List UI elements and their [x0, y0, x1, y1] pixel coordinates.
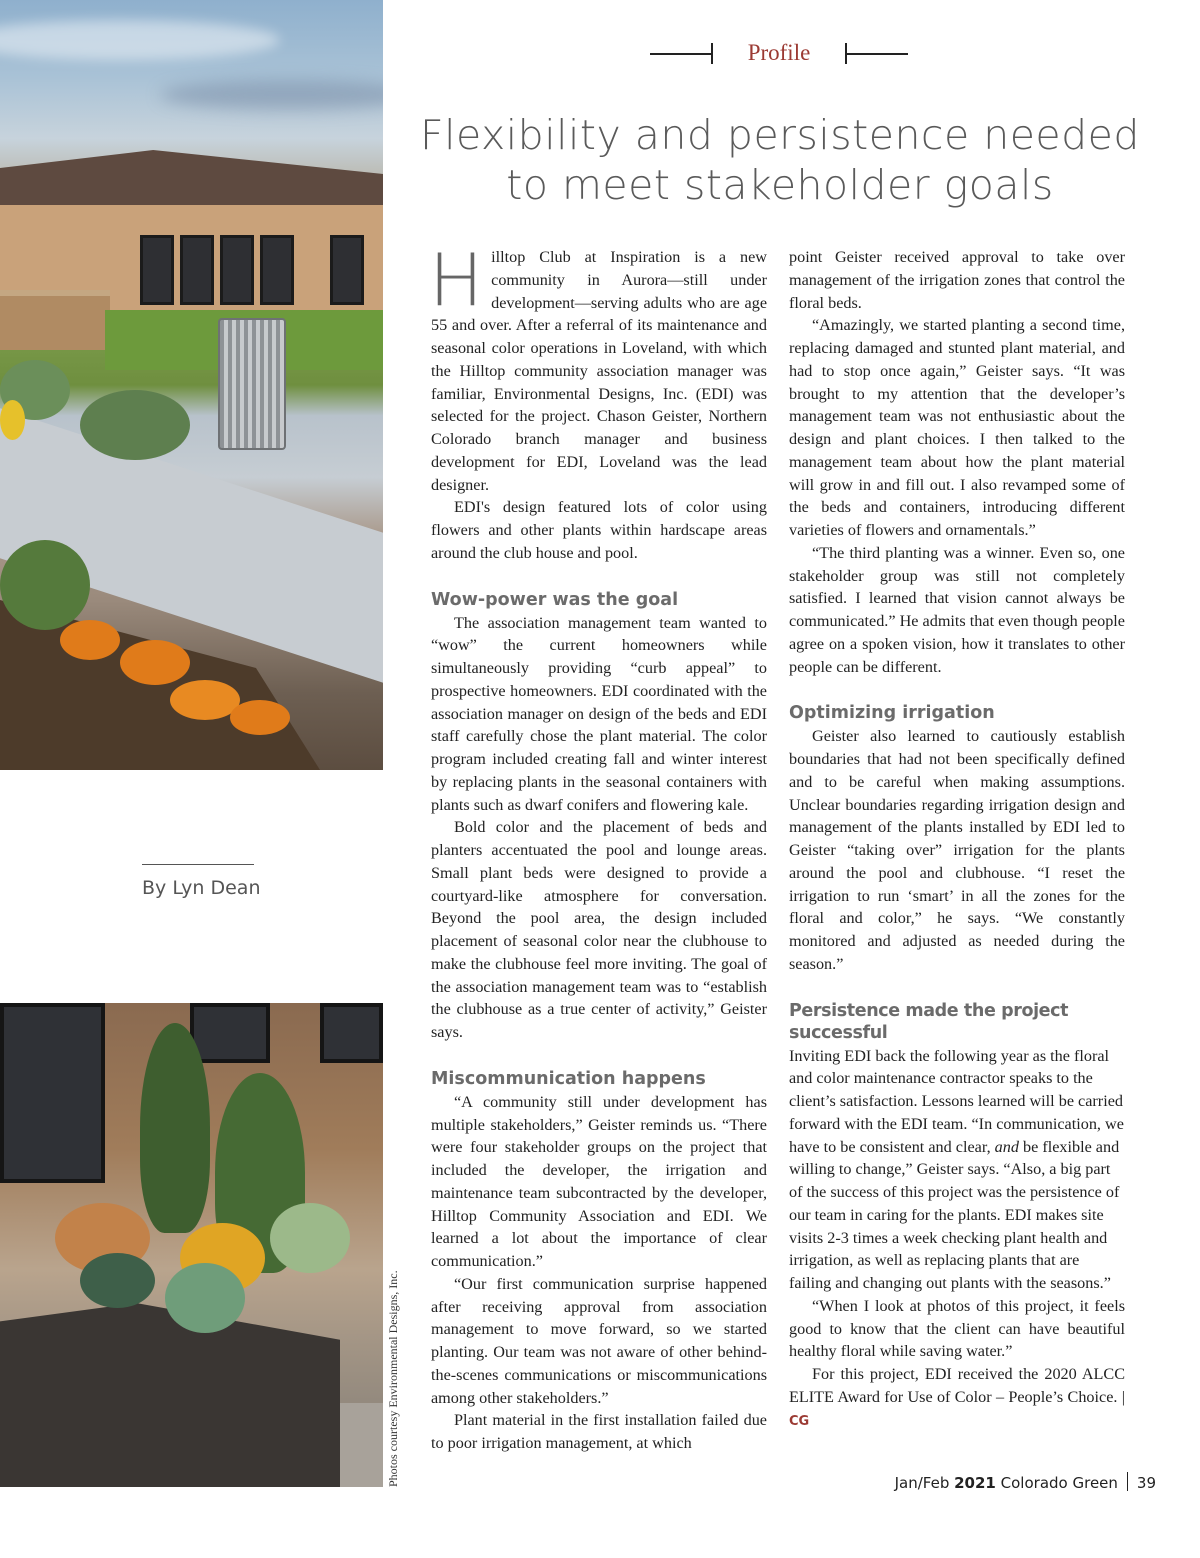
- page-number: 39: [1136, 1474, 1156, 1492]
- planter-photo: [0, 1003, 383, 1487]
- paragraph: “When I look at photos of this project, it feels good to know that the client can have beautiful healthy floral while saving water.”: [789, 1296, 1125, 1361]
- footer-magazine: Colorado Green: [1000, 1474, 1118, 1492]
- paragraph: Inviting EDI back the following year as the floral and color maintenance contractor speaks to the client’s satisfaction. Lessons learned will be carried forward with the EDI team. “In communication, we have to be consistent and clear, and be flexible and willing to change,” Geister says. “Also, a big part of the success of this project was the persistence of our team in caring for the plants. EDI makes site visits 2-3 times a week checking plant health and irrigation, as well as replacing plants that are failing and changing out plants with the seasons.”: [789, 1046, 1124, 1292]
- paragraph: “Amazingly, we started planting a second time, replacing damaged and stunted plant material, and had to stop once again,” Geister says. “It was brought to my attention that the developer’s management team was not enthusiastic about the design and plant choices. I then talked to the management team about how the plant material will grow in and fill out. I also revamped some of the beds and containers, introducing different varieties of flowers and ornamentals.”: [789, 316, 1125, 539]
- paragraph: “The third planting was a winner. Even so, one stakeholder group was still not completely satisfied. I learned that vision cannot always be communicated.” He admits that even though people agree on a spoken vision, how it translates to other people can be different.: [789, 543, 1125, 676]
- section-label-text: Profile: [747, 40, 811, 65]
- page-footer: [895, 1472, 1156, 1492]
- paragraph: Plant material in the first installation failed due to poor irrigation management, at which: [431, 1411, 767, 1452]
- paragraph: point Geister received approval to take over management of the irrigation zones that control the floral beds.: [789, 248, 1125, 312]
- paragraph: “Our first communication surprise happened after receiving approval from association management to move forward, so we started planting. Our team was not aware of other behind-the-scenes communications or miscommunications among other stakeholders.”: [431, 1274, 767, 1407]
- photo-credit: Photos courtesy Environmental Designs, Inc.: [386, 1270, 400, 1487]
- byline-rule: [142, 864, 254, 865]
- subheading: Miscommunication happens: [431, 1068, 706, 1089]
- paragraph: EDI's design featured lots of color using flowers and other plants within hardscape areas around the club house and pool.: [431, 498, 767, 562]
- intro-paragraph: Hilltop Club at Inspiration is a new community in Aurora—still under development—serving adults who are age 55 and over. After a referral of its maintenance and seasonal color operations in Loveland, with which the Hilltop community association manager was familiar, Environmental Designs, Inc. (EDI) was selected for the project. Chason Geister, Northern Colorado branch manager and business development for EDI, Loveland was the lead designer.: [429, 238, 767, 494]
- headline: Flexibility and persistence needed to meet stakeholder goals: [420, 111, 1140, 209]
- paragraph: “A community still under development has multiple stakeholders,” Geister reminds us. “There were four stakeholder groups on the project that included the developer, the irrigation and maintenance team subcontracted by the developer, Hilltop Community Association and EDI. We learned a lot about the importance of clear communication.”: [431, 1092, 767, 1270]
- dropcap: H: [429, 238, 484, 322]
- footer-issue: Jan/Feb: [894, 1474, 950, 1492]
- subheading: Wow-power was the goal: [431, 589, 679, 610]
- paragraph: The association management team wanted to “wow” the current homeowners while simultaneously providing “curb appeal” to prospective homeowners. EDI coordinated with the association manager on design of the beds and EDI staff carefully chose the plant material. The color program included creating fall and winter interest by replacing plants in the seasonal containers with plants such as dwarf conifers and flowering kale.: [431, 613, 767, 814]
- end-mark: CG: [789, 1413, 810, 1429]
- subheading: Optimizing irrigation: [789, 703, 995, 724]
- paragraph: For this project, EDI received the 2020 ALCC ELITE Award for Use of Color – People’s Choice. | CG: [789, 1365, 1125, 1429]
- clubhouse-photo: [0, 0, 383, 770]
- subheading: Persistence made the project successful: [789, 1000, 1069, 1043]
- paragraph: Bold color and the placement of beds and planters accentuated the pool and lounge areas. Small plant beds were designed to provide a courtyard-like atmosphere for conversation. Beyond the pool area, the design included placement of seasonal color near the clubhouse to make the clubhouse feel more inviting. The goal of the association management team was to “establish the clubhouse as a true center of activity,” Geister says.: [431, 818, 767, 1041]
- footer-year: 2021: [954, 1474, 996, 1492]
- article-column-1: [429, 238, 767, 1455]
- article-column-2: [789, 246, 1125, 1433]
- paragraph: Geister also learned to cautiously establish boundaries that had not been specifically defined and to be careful when making assumptions. Unclear boundaries regarding irrigation design and management of the plants installed by EDI led to Geister “taking over” irrigation for the plants around the pool and clubhouse. “I reset the irrigation to run ‘smart’ in all the zones for the floral and color,” he says. “We constantly monitored and adjusted as needed during the season.”: [789, 727, 1125, 973]
- byline: By Lyn Dean: [142, 877, 261, 899]
- section-label: [650, 40, 908, 68]
